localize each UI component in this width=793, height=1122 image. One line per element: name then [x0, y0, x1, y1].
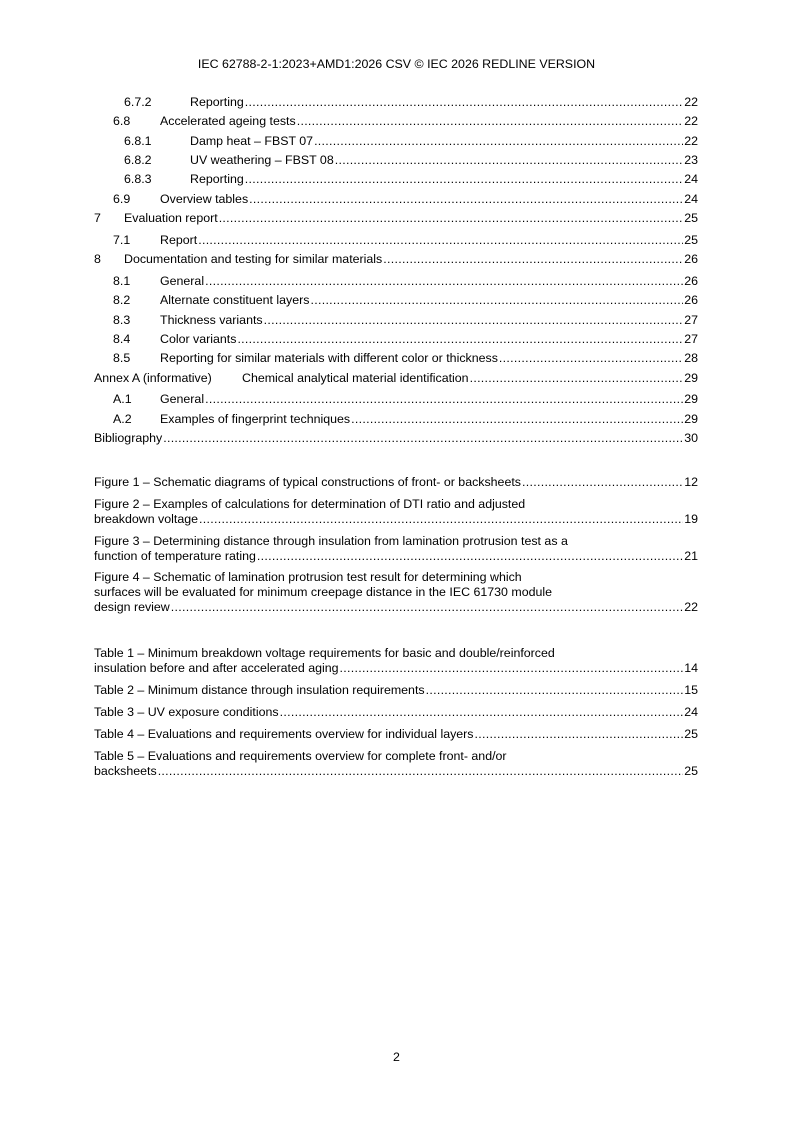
dot-leader [249, 192, 683, 207]
table-entry-page: 25 [684, 764, 698, 778]
toc-entry-6-8-3[interactable] [94, 172, 698, 192]
toc-entry-number: 7.1 [113, 233, 131, 247]
dot-leader [499, 351, 683, 366]
figure-entry-title-cont: breakdown voltage [94, 512, 199, 526]
figure-entry-title-cont: design review [94, 600, 170, 614]
dot-leader [522, 475, 683, 490]
toc-entry-title: General [160, 392, 205, 406]
toc-entry-page: 27 [684, 332, 698, 346]
toc-entry-number: 8.4 [113, 332, 131, 346]
figure-entry-title: Figure 3 – Determining distance through insulation from lamination protrusion test as a [94, 534, 568, 548]
toc-entry-6-7-2[interactable] [94, 95, 698, 114]
toc-entry-number: 6.8.2 [124, 153, 152, 167]
toc-entry-number: A.1 [113, 392, 132, 406]
toc-entry-number: 8.5 [113, 351, 131, 365]
figure-entry-1[interactable] [94, 475, 698, 497]
dot-leader [351, 412, 683, 427]
toc-entry-page: 22 [684, 134, 698, 148]
table-entry-title: Table 1 – Minimum breakdown voltage requirements for basic and double/reinforced [94, 646, 555, 660]
toc-entry-page: 24 [684, 172, 698, 186]
toc-entry-7-1[interactable] [94, 233, 698, 252]
toc-entry-page: 22 [684, 95, 698, 109]
toc-entry-title: Report [160, 233, 198, 247]
dot-leader [163, 431, 683, 446]
toc-entry-number: 6.8 [113, 114, 131, 128]
dot-leader [245, 172, 683, 187]
toc-sections [94, 95, 698, 450]
dot-leader [245, 95, 683, 110]
dot-leader [470, 371, 684, 386]
figure-entry-4[interactable] [94, 570, 698, 615]
toc-entry-number: 6.8.1 [124, 134, 152, 148]
toc-entry-number: 8.1 [113, 274, 131, 288]
dot-leader [257, 549, 683, 564]
toc-entry-number: 6.8.3 [124, 172, 152, 186]
dot-leader [310, 293, 683, 308]
list-of-figures [94, 475, 698, 615]
toc-entry-page: 28 [684, 351, 698, 365]
dot-leader [219, 211, 684, 226]
toc-entry-page: 26 [684, 274, 698, 288]
table-entry-page: 14 [684, 661, 698, 675]
toc-entry-page: 25 [684, 211, 698, 225]
toc-entry-8-3[interactable] [94, 313, 698, 332]
toc-entry-8-4[interactable] [94, 332, 698, 351]
figure-entry-page: 21 [684, 549, 698, 563]
toc-entry-title: Overview tables [160, 192, 249, 206]
dot-leader [475, 727, 684, 742]
toc-entry-number: 7 [94, 211, 101, 225]
list-of-tables [94, 646, 698, 779]
toc-entry-page: 24 [684, 192, 698, 206]
dot-leader [280, 705, 684, 720]
page-number: 2 [393, 1050, 400, 1064]
toc-entry-6-9[interactable] [94, 192, 698, 211]
dot-leader [237, 332, 683, 347]
dot-leader [314, 134, 683, 149]
dot-leader [426, 683, 684, 698]
toc-entry-title: Documentation and testing for similar materials [124, 252, 383, 266]
dot-leader [205, 392, 683, 407]
toc-entry-page: 22 [684, 114, 698, 128]
table-entry-title: Table 4 – Evaluations and requirements overview for individual layers [94, 727, 474, 741]
toc-entry-title: Reporting for similar materials with different color or thickness [160, 351, 498, 365]
toc-entry-number: 6.7.2 [124, 95, 152, 109]
figure-entry-page: 19 [684, 512, 698, 526]
table-entry-page: 25 [684, 727, 698, 741]
toc-entry-page: 26 [684, 252, 698, 266]
figure-entry-title: Figure 1 – Schematic diagrams of typical constructions of front- or backsheets [94, 475, 521, 489]
table-entry-title: Table 5 – Evaluations and requirements overview for complete front- and/or [94, 749, 507, 763]
toc-entry-page: 29 [684, 371, 698, 385]
table-entry-page: 24 [684, 705, 698, 719]
figure-entry-2[interactable] [94, 497, 698, 526]
table-entry-title-cont: insulation before and after accelerated aging [94, 661, 339, 675]
table-entry-title: Table 3 – UV exposure conditions [94, 705, 279, 719]
toc-entry-page: 29 [684, 412, 698, 426]
dot-leader [383, 252, 683, 267]
toc-entry-title: Examples of fingerprint techniques [160, 412, 351, 426]
toc-entry-title: Reporting [190, 95, 244, 109]
table-entry-5[interactable] [94, 749, 698, 779]
toc-entry-number: 6.9 [113, 192, 131, 206]
table-entry-2[interactable] [94, 683, 698, 698]
toc-entry-title: General [160, 274, 205, 288]
figure-entry-page: 12 [684, 475, 698, 489]
toc-entry-page: 29 [684, 392, 698, 406]
figure-entry-3[interactable] [94, 534, 698, 564]
figure-entry-title-cont: surfaces will be evaluated for minimum creepage distance in the IEC 61730 module [94, 585, 553, 599]
toc-entry-a-2[interactable] [94, 412, 698, 431]
toc-entry-title: Thickness variants [160, 313, 263, 327]
toc-entry-number: Annex A (informative) [94, 371, 212, 385]
figure-entry-title-cont: function of temperature rating [94, 549, 256, 563]
toc-entry-title: Accelerated ageing tests [160, 114, 296, 128]
toc-entry-number: 8.2 [113, 293, 131, 307]
dot-leader [158, 764, 684, 779]
toc-entry-7[interactable] [94, 211, 698, 233]
dot-leader [199, 512, 683, 527]
table-entry-title: Table 2 – Minimum distance through insulation requirements [94, 683, 425, 697]
figure-entry-title: Figure 4 – Schematic of lamination protrusion test result for determining which [94, 570, 522, 584]
toc-entry-number: 8 [94, 252, 101, 266]
toc-entry-8[interactable] [94, 252, 698, 274]
table-entry-4[interactable] [94, 727, 698, 742]
toc-entry-title: Bibliography [94, 431, 163, 445]
toc-entry-8-5[interactable] [94, 351, 698, 371]
toc-entry-page: 25 [684, 233, 698, 247]
table-entry-page: 15 [684, 683, 698, 697]
toc-entry-page: 30 [684, 431, 698, 445]
toc-entry-a-1[interactable] [94, 392, 698, 412]
toc-entry-6-8-1[interactable] [94, 134, 698, 153]
toc-entry-page: 27 [684, 313, 698, 327]
running-header: IEC 62788-2-1:2023+AMD1:2026 CSV © IEC 2026 REDLINE VERSION [197, 57, 596, 71]
dot-leader [340, 661, 684, 676]
toc-entry-title: Color variants [160, 332, 237, 346]
toc-entry-title: UV weathering – FBST 08 [190, 153, 334, 167]
toc-entry-page: 26 [684, 293, 698, 307]
toc-entry-bibliography[interactable] [94, 431, 698, 450]
dot-leader [198, 233, 683, 248]
toc-entry-title: Evaluation report [124, 211, 218, 225]
dot-leader [335, 153, 683, 168]
toc-entry-number: 8.3 [113, 313, 131, 327]
dot-leader [205, 274, 683, 289]
toc-entry-6-8-2[interactable] [94, 153, 698, 172]
dot-leader [264, 313, 684, 328]
figure-entry-title: Figure 2 – Examples of calculations for determination of DTI ratio and adjusted [94, 497, 526, 511]
toc-entry-number: A.2 [113, 412, 132, 426]
toc-entry-page: 23 [684, 153, 698, 167]
dot-leader [171, 600, 683, 615]
table-entry-title-cont: backsheets [94, 764, 157, 778]
toc-entry-8-2[interactable] [94, 293, 698, 313]
toc-entry-title: Damp heat – FBST 07 [190, 134, 314, 148]
table-entry-1[interactable] [94, 646, 698, 676]
toc-entry-title: Alternate constituent layers [160, 293, 310, 307]
figure-entry-page: 22 [684, 600, 698, 614]
table-entry-3[interactable] [94, 705, 698, 720]
toc-entry-annex-a[interactable] [94, 371, 698, 392]
dot-leader [297, 114, 684, 129]
toc-entry-title: Reporting [190, 172, 244, 186]
toc-entry-8-1[interactable] [94, 274, 698, 293]
toc-entry-title: Chemical analytical material identification [242, 371, 469, 385]
toc-entry-6-8[interactable] [94, 114, 698, 134]
